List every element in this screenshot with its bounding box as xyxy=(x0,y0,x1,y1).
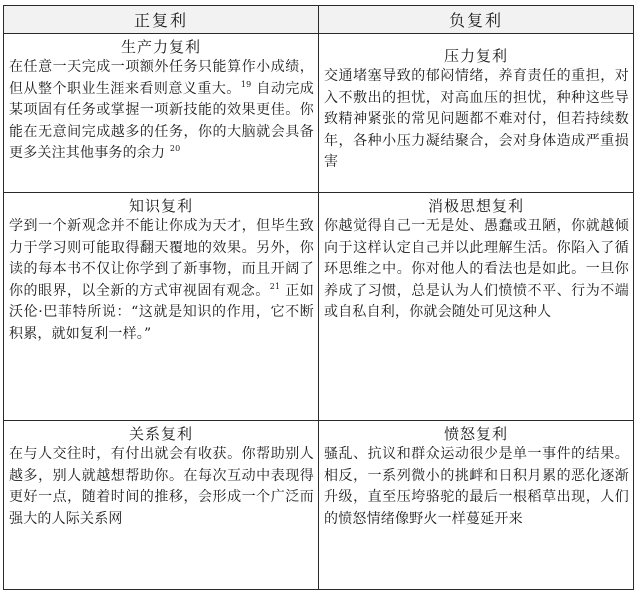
cell-body: 你越觉得自己一无是处、愚蠢或丑陋，你就越倾向于这样认定自己并以此理解生活。你陷入了循环思维之中。你对他人的看法也是如此。一旦你养成了习惯，总是认为人们愤愤不平、行为不端或自私自利，你就会随处可见这种人 xyxy=(324,218,629,320)
cell-relationship-compounding xyxy=(4,421,319,590)
compounding-comparison-table-wrapper xyxy=(3,5,633,590)
cell-text: 学到一个新观念并不能让你成为天才，但毕生致力于学习则可能取得翻天覆地的效果。另外，你读的每本书不仅让你学到了新事物，而且开阔了你的眼界，以全新的方式审视固有观念。 xyxy=(9,218,314,299)
footnote-ref: 20 xyxy=(169,144,181,153)
footnote-ref: 19 xyxy=(240,79,252,89)
table-row xyxy=(4,34,634,193)
cell-title: 压力复利 xyxy=(443,47,508,65)
table-row xyxy=(4,421,634,590)
cell-title: 知识复利 xyxy=(128,197,193,215)
header-negative-compounding: 负复利 xyxy=(319,6,634,34)
cell-body xyxy=(4,216,318,345)
cell-negative-thinking-compounding xyxy=(319,193,634,421)
cell-knowledge-compounding xyxy=(4,193,319,421)
table-row xyxy=(4,193,634,421)
cell-text: 在任意一天完成一项额外任务只能算作小成绩，但从整个职业生涯来看则意义重大。 xyxy=(9,59,314,97)
cell-title: 愤怒复利 xyxy=(443,425,508,443)
cell-body xyxy=(4,57,318,165)
cell-body: 骚乱、抗议和群众运动很少是单一事件的结果。相反，一系列微小的挑衅和日积月累的恶化逐渐升级，直至压垮骆驼的最后一根稻草出现，人们的愤怒情绪像野火一样蔓延开来 xyxy=(324,446,629,527)
cell-text: 自动完成某项固有任务或掌握一项新技能的效果更佳。你能在无意间完成越多的任务，你的大脑就会具备更多关注其他事务的余力 xyxy=(9,80,315,161)
header-positive-compounding: 正复利 xyxy=(4,6,319,34)
header-row xyxy=(4,6,634,34)
cell-productivity-compounding xyxy=(4,34,319,193)
cell-title: 生产力复利 xyxy=(120,38,201,56)
cell-anger-compounding xyxy=(319,421,634,590)
compounding-comparison-table xyxy=(3,5,634,590)
cell-title: 关系复利 xyxy=(128,425,193,443)
cell-text: 正如沃伦·巴菲特所说：“这就是知识的作用，它不断积累，就如复利一样。” xyxy=(9,282,314,342)
cell-body: 在与人交往时，有付出就会有收获。你帮助别人越多，别人就越想帮助你。在每次互动中表现得更好一点，随着时间的推移，会形成一个广泛而强大的人际关系网 xyxy=(9,446,314,527)
cell-body: 交通堵塞导致的郁闷情绪，养育责任的重担，对入不敷出的担忧，对高血压的担忧，种种这些导致精神紧张的常见问题都不难对付，但若持续数年，各种小压力凝结聚合，会对身体造成严重损害 xyxy=(324,68,629,170)
footnote-ref: 21 xyxy=(269,281,281,291)
cell-stress-compounding xyxy=(319,34,634,193)
cell-title: 消极思想复利 xyxy=(427,197,524,215)
